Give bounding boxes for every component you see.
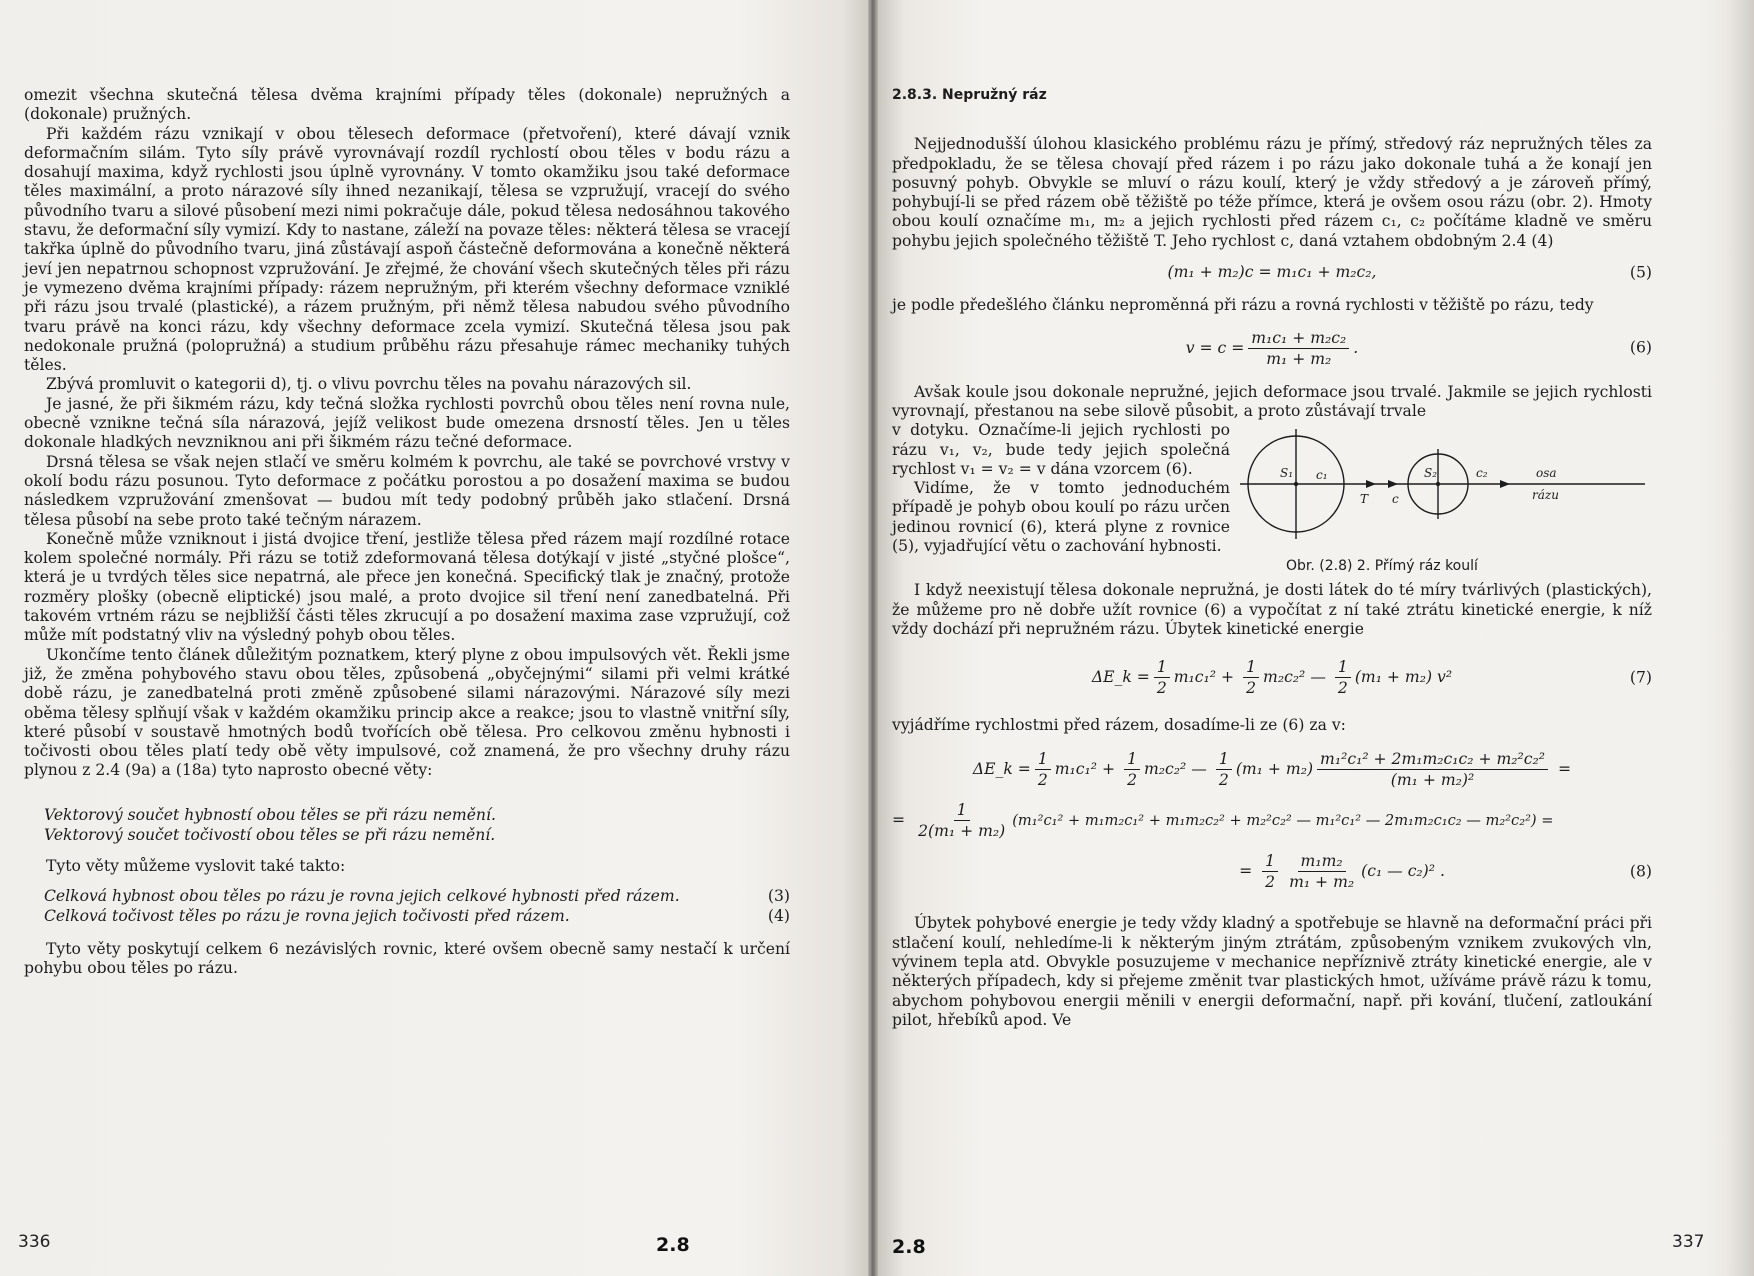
label-axis-bottom: rázu [1532, 488, 1559, 503]
fraction-denominator: 2 [1037, 771, 1048, 790]
equation-number: (3) [767, 886, 790, 905]
fraction-numerator: 1 [1335, 657, 1351, 678]
equation-lhs: ΔE_k = [1091, 668, 1150, 686]
page-number: 336 [18, 1232, 51, 1252]
equation-5 [892, 263, 1652, 282]
running-section-mark: 2.8 [656, 1234, 690, 1256]
section-title: 2.8.3. Nepružný ráz [892, 87, 1047, 103]
left-page [0, 0, 868, 1276]
term: (m₁ + m₂) [1235, 760, 1314, 779]
left-page-body [24, 86, 790, 979]
numbered-theorems [44, 886, 790, 926]
operator-equals: = [1239, 862, 1253, 881]
fraction [1248, 328, 1349, 369]
equation-6 [892, 328, 1652, 369]
operator-equals: = [892, 811, 906, 830]
label-T: T [1360, 492, 1369, 507]
fraction-numerator: 1 [1216, 749, 1232, 770]
right-page-body [892, 86, 1652, 1030]
arrow-c-icon [1388, 480, 1398, 488]
term: m₂c₂² [1144, 760, 1187, 779]
numbered-theorem-text: Celková hybnost obou těles po rázu je rovna jejich celkové hybnosti před rázem. [44, 886, 680, 905]
fraction-denominator: m₁ + m₂ [1266, 349, 1332, 368]
paragraph: Při každém rázu vznikají v obou tělesech deformace (přetvoření), které dávají vznik deformačním silám. Tyto síly právě vyrovnávají rozdíl rychlostí obou těles v bodu rázu a dosahují maxima, když rychlosti jsou úplně vyrovnány. V tomto okamžiku jsou také deformace těles maximální, a proto nárazové síly ihned nezanikají, tělesa se vzpružují, vracejí do svého původního tvaru a silové působení mezi nimi pokračuje dále, pokud tělesa nedosáhnou takového stavu, že deformační síly vymizí. Kdy to nastane, záleží na povaze těles: některá tělesa se vracejí takřka úplně do původního tvaru, jiná zůstávají aspoň částečně deformována a konečně některá jeví jen nepatrnou schopnost vzpružování. Je zřejmé, že chování všech skutečných těles při rázu je vymezeno dvěma krajními případy: rázem nepružným, při kterém všechny deformace vzniklé při rázu jsou trvalé (plastické), a rázem pružným, při němž tělesa nabudou svého původního tvaru právě na konci rázu, kdy všechny deformace zcela vymizí. Skutečná tělesa jsou pak nedokonale pružná (polopružná) a studium průběhu rázu přesahuje rámec mechaniky tuhých těles. [24, 124, 790, 375]
fraction-one-half [1035, 749, 1051, 790]
fraction-denominator: 2 [1337, 679, 1348, 698]
operator-minus: — [1310, 668, 1326, 686]
fraction-numerator: m₁²c₁² + 2m₁m₂c₁c₂ + m₂²c₂² [1317, 749, 1548, 770]
theorem-momentum: Vektorový součet hybností obou těles se při rázu nemění. [44, 805, 496, 824]
paragraph: Avšak koule jsou dokonale nepružné, jejich deformace jsou trvalé. Jakmile se jejich rychlosti vyrovnají, přestanou na sebe silově působit, a proto zůstávají trvale [892, 382, 1652, 420]
right-page [878, 0, 1754, 1276]
center-s2-dot [1436, 482, 1440, 486]
paragraph: omezit všechna skutečná tělesa dvěma krajními případy těles (dokonale) nepružných a (dokonale) pružných. [24, 86, 790, 124]
figure-wrap [892, 421, 1652, 581]
arrow-c2-icon [1500, 480, 1510, 488]
fraction [915, 800, 1008, 841]
fraction-denominator: 2(m₁ + m₂) [918, 822, 1006, 841]
wrapped-text [892, 421, 1230, 581]
term: m₁c₁² [1173, 668, 1217, 686]
equation-lhs: v = c = [1185, 338, 1245, 357]
fraction-numerator: 1 [954, 800, 970, 821]
fraction-one-half [1124, 749, 1140, 790]
equation-tail: = [1558, 760, 1572, 779]
collision-diagram-svg [1240, 421, 1650, 551]
equation-body: (c₁ — c₂)² . [1361, 862, 1445, 881]
fraction-one-half [1243, 657, 1259, 698]
paragraph: je podle předešlého článku neproměnná při rázu a rovná rychlosti v těžiště po rázu, tedy [892, 296, 1594, 315]
term: m₁c₁² [1054, 760, 1098, 779]
book-gutter [868, 0, 878, 1276]
running-section-mark: 2.8 [892, 1236, 926, 1258]
page-number: 337 [1672, 1232, 1705, 1252]
term: m₂c₂² [1263, 668, 1306, 686]
operator-plus: + [1102, 760, 1116, 779]
term: (m₁ + m₂) v² [1354, 668, 1453, 686]
arrow-c1-icon [1366, 480, 1376, 488]
fraction-one-half [1262, 851, 1278, 892]
fraction-numerator: 1 [1124, 749, 1140, 770]
equation-tail: . [1353, 338, 1359, 357]
equation-number: (7) [1629, 668, 1652, 687]
paragraph: v dotyku. Označíme-li jejich rychlosti po rázu v₁, v₂, bude tedy jejich společná rychlost v₁ = v₂ = v dána vzorcem (6). [892, 421, 1230, 478]
paragraph: I když neexistují tělesa dokonale nepružná, je dosti látek do té míry tvárlivých (plastických), že můžeme pro ně dobře užít rovnice (6) a vypočítat z ní také ztrátu kinetické energie, k níž vždy dochází při nepružném rázu. Úbytek kinetické energie [892, 581, 1652, 638]
fraction [1286, 851, 1357, 892]
equation-expression: (m₁ + m₂)c = m₁c₁ + m₂c₂, [1167, 263, 1377, 282]
numbered-theorem-text: Celková točivost těles po rázu je rovna jejich točivosti před rázem. [44, 906, 570, 925]
paragraph: Tyto věty můžeme vyslovit také takto: [46, 856, 346, 875]
numbered-theorem [44, 906, 790, 926]
label-c1: c₁ [1316, 468, 1328, 483]
label-c2: c₂ [1476, 466, 1488, 481]
fraction-numerator: 1 [1035, 749, 1051, 770]
fraction-numerator: 1 [1262, 851, 1278, 872]
paragraph: Úbytek pohybové energie je tedy vždy kladný a spotřebuje se hlavně na deformační práci při stlačení koulí, nehledíme-li k některým jiným ztrátám, způsobeným vznikem zvukových vln, vývinem tepla atd. Obvykle posuzujeme v mechanice nepříznivě ztráty kinetické energie, ale v některých případech, kdy si přejeme změnit tvar plastických hmot, užíváme právě rázu k tomu, abychom pohybovou energii měnili v energii deformační, např. při kování, tlučení, zatloukání pilot, hřebíků apod. Ve [892, 914, 1652, 1029]
paragraph: Vidíme, že v tomto jednoduchém případě je pohyb obou koulí po rázu určen jedinou rovnicí (6), která plyne z rovnice (5), vyjadřující větu o zachování hybnosti. [892, 479, 1230, 556]
operator-plus: + [1221, 668, 1235, 686]
fraction-denominator: m₁ + m₂ [1289, 873, 1355, 892]
paragraph: Tyto věty poskytují celkem 6 nezávislých rovnic, které ovšem obecně samy nestačí k určení pohybu obou těles po rázu. [24, 939, 790, 978]
label-axis-top: osa [1536, 466, 1557, 481]
theorem-angular-momentum: Vektorový součet točivostí obou těles se při rázu nemění. [44, 825, 496, 844]
paragraph: Drsná tělesa se však nejen stlačí ve směru kolmém k povrchu, ale také se povrchové vrstvy v okolí bodu rázu posunou. Tyto deformace z počátku porostou a po dosažení maxima se budou následkem vzpružování zmenšovat — budou mít tedy podobný průběh jako stlačení. Drsná tělesa působí na sebe proto také tečným nárazem. [24, 452, 790, 529]
equation-7 [892, 657, 1652, 698]
equation-number: (6) [1629, 338, 1652, 357]
paragraph: Zbývá promluvit o kategorii d), tj. o vlivu povrchu těles na povahu nárazových sil. [46, 375, 692, 394]
fraction-numerator: m₁c₁ + m₂c₂ [1248, 328, 1349, 349]
equation-8-line-1 [892, 749, 1652, 790]
page-edge-shadow [1726, 0, 1754, 1276]
fraction-denominator: 2 [1218, 771, 1229, 790]
equation-number: (4) [767, 906, 790, 925]
equation-number: (8) [1629, 862, 1652, 881]
equation-number: (5) [1629, 263, 1652, 282]
equation-body: (m₁²c₁² + m₁m₂c₁² + m₁m₂c₂² + m₂²c₂² — m₁²c₁² — 2m₁m₂c₁c₂ — m₂²c₂²) = [1012, 812, 1554, 830]
equation-8-line-3 [892, 851, 1652, 892]
fraction-one-half [1154, 657, 1170, 698]
fraction-denominator: 2 [1246, 679, 1257, 698]
operator-minus: — [1191, 760, 1207, 779]
fraction-numerator: m₁m₂ [1298, 851, 1346, 872]
fraction-one-half [1335, 657, 1351, 698]
fraction-denominator: 2 [1265, 873, 1276, 892]
fraction-numerator: 1 [1154, 657, 1170, 678]
paragraph: Konečně může vzniknout i jistá dvojice tření, jestliže tělesa před rázem mají rozdílné rotace kolem společné normály. Při rázu se totiž zdeformovaná tělesa dotýkají v jisté „styčné plošce“, která je u tvrdých těles sice nepatrná, ale přece jen konečná. Specifický tlak je značný, protože rozměry plošky (obecně eliptické) jsou malé, a proto dvojice sil tření není zanedbatelná. Při takovém vrtném rázu se nejbližší části těles zkrucují a po dosažení maxima zase vzpružují, což může mít podstatný vliv na výsledný pohyb obou těles. [24, 529, 790, 645]
label-c: c [1392, 492, 1399, 507]
fraction-denominator: 2 [1127, 771, 1138, 790]
center-s1-dot [1294, 482, 1298, 486]
numbered-theorem [44, 886, 790, 906]
theorem-block [44, 805, 790, 845]
paragraph: Je jasné, že při šikmém rázu, kdy tečná složka rychlosti povrchů obou těles není rovna nule, obecně vznikne tečná síla nárazová, jejíž velikost bude omezena drsností těles. Jen u těles dokonale hladkých nevzniknou ani při šikmém rázu tečné deformace. [24, 394, 790, 452]
fraction-denominator: (m₁ + m₂)² [1390, 771, 1475, 790]
label-s2: S₂ [1424, 466, 1438, 481]
paragraph: Nejjednodušší úlohou klasického problému rázu je přímý, středový ráz nepružných těles za předpokladu, že se tělesa chovají před rázem i po rázu jako dokonale tuhá a že konají jen posuvný pohyb. Obvykle se mluví o rázu koulí, který je vždy středový a je zároveň přímý, pohybují-li se před rázem obě těžiště po téže přímce, která je ovšem osou rázu (obr. 2). Hmoty obou koulí označíme m₁, m₂ a jejich rychlosti před rázem c₁, c₂ počítáme kladně ve směru pohybu jejich společného těžiště T. Jeho rychlost c, daná vztahem obdobným 2.4 (4) [892, 135, 1652, 250]
paragraph: Ukončíme tento článek důležitým poznatkem, který plyne z obou impulsových vět. Řekli jsme již, že změna pohybového stavu obou těles, způsobená „obyčejnými“ silami při velmi krátké době rázu, je zanedbatelná proti změně způsobené silami nárazovými. Nárazové síly mezi oběma tělesy splňují však v každém okamžiku princip akce a reakce; jsou to vlastně vnitřní síly, které působí v soustavě hmotných bodů tvořících obě tělesa. Pro celkovou změnu hybnosti i točivosti obou těles platí tedy obě věty impulsové, což znamená, že pro všechny druhy rázu plynou z 2.4 (9a) a (18a) tyto naprosto obecné věty: [24, 645, 790, 780]
fraction-numerator: 1 [1243, 657, 1259, 678]
fraction [1317, 749, 1548, 790]
fraction-one-half [1216, 749, 1232, 790]
figure-caption: Obr. (2.8) 2. Přímý ráz koulí [1286, 558, 1478, 575]
equation-lhs: ΔE_k = [972, 760, 1031, 779]
paragraph: vyjádříme rychlostmi před rázem, dosadíme-li ze (6) za v: [892, 716, 1346, 735]
equation-8-line-2 [892, 800, 1652, 841]
fraction-denominator: 2 [1156, 679, 1167, 698]
figure-collision-diagram [1240, 421, 1652, 581]
label-s1: S₁ [1280, 466, 1294, 481]
